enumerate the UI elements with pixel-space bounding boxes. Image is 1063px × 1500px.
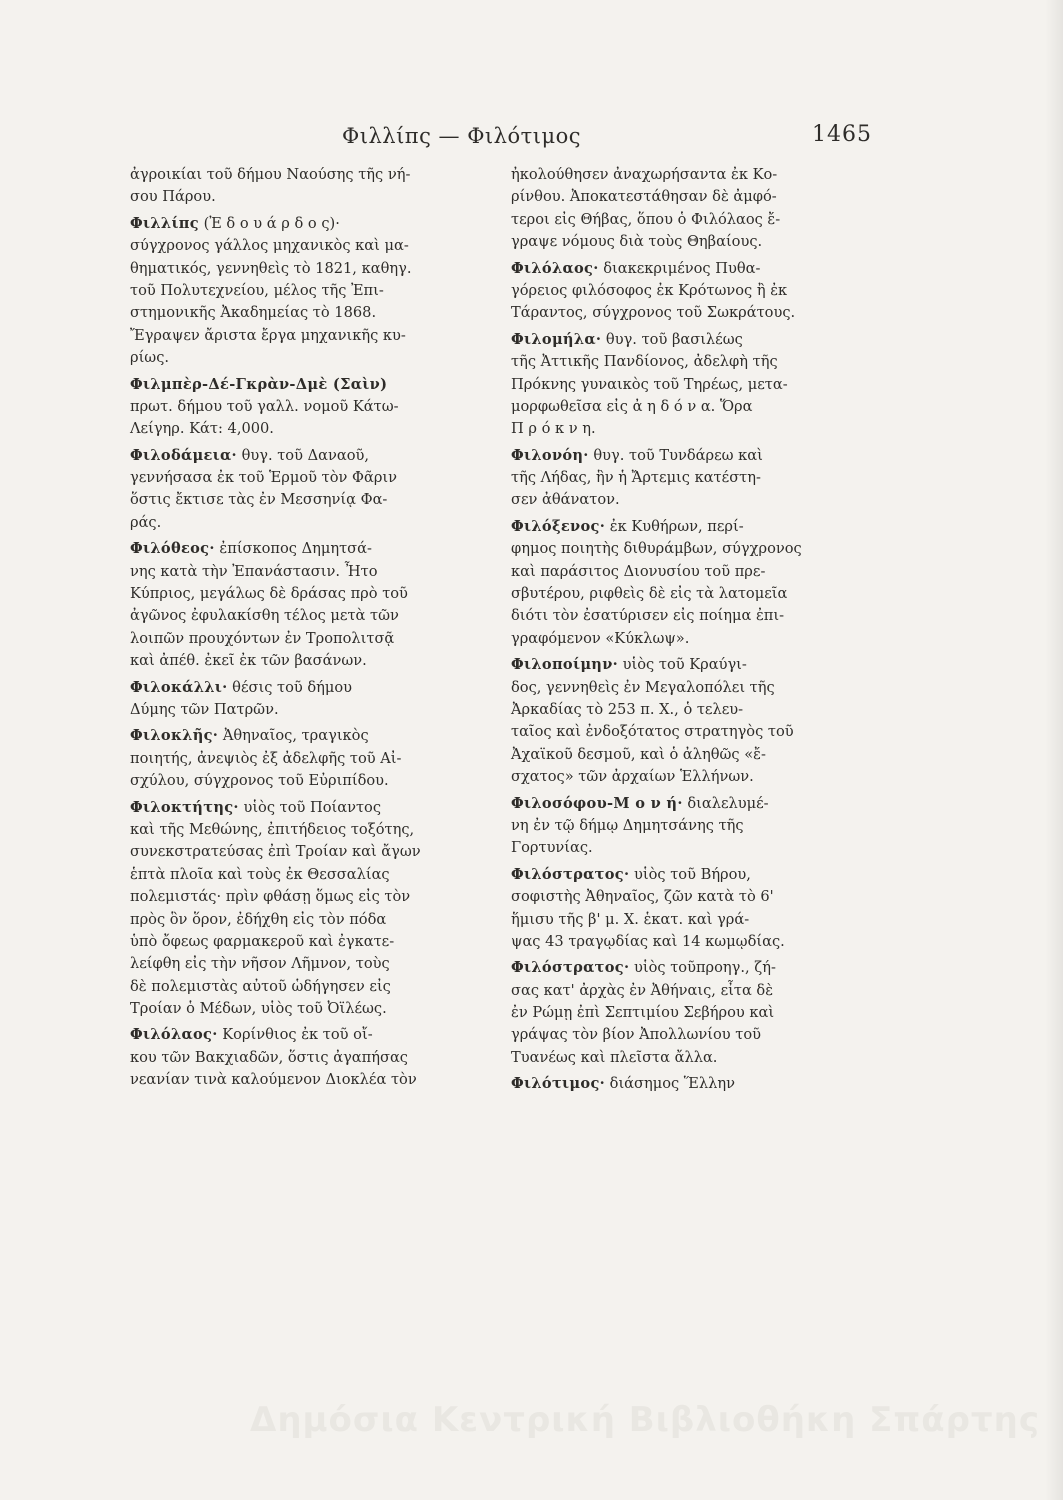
entry-text: ἀγῶνος ἐφυλακίσθη τέλος μετὰ τῶν (130, 607, 399, 625)
entry-line (130, 186, 485, 208)
entry-headword: Φιλλίπς (130, 214, 199, 232)
entry-text: γραφόμενον «Κύκλωψ». (511, 629, 690, 647)
entry-text: διαλελυμέ- (687, 794, 769, 812)
entry-text: Κύπριος, μεγάλως δὲ δράσας πρὸ τοῦ (130, 585, 408, 603)
entry-text: ἐκ Κυθήρων, περί- (609, 517, 744, 535)
entry-text: ἑπτὰ πλοῖα καὶ τοὺς ἐκ Θεσσαλίας (130, 865, 390, 883)
entry-line (130, 489, 485, 511)
entry-text: σεν ἀθάνατον. (511, 491, 620, 509)
entry-headword: Φιλμπὲρ-Δέ-Γκρὰν-Δμὲ (Σαὶν) (130, 375, 388, 393)
entry-line (511, 164, 873, 186)
entry-text: Δύμης τῶν Πατρῶν. (130, 700, 279, 718)
running-head: Φιλλίπς — Φιλότιμος (342, 124, 582, 148)
entry-text: ψας 43 τραγῳδίας καὶ 14 κωμῳδίας. (511, 932, 785, 950)
entry-text: ράς. (130, 513, 162, 531)
entry-text: Τάραντος, σύγχρονος τοῦ Σωκράτους. (511, 304, 796, 322)
entry-headword: Φιλόθεος· (130, 540, 215, 558)
dictionary-entry (511, 258, 873, 325)
entry-text: ρίως. (130, 349, 170, 367)
entry-text: νεανίαν τινὰ καλούμενον Διοκλέα τὸν (130, 1071, 417, 1089)
dictionary-entry (130, 374, 485, 441)
entry-text: συνεκστρατεύσας ἐπὶ Τροίαν καὶ ἄγων (130, 843, 421, 861)
entry-text: γόρειος φιλόσοφος ἐκ Κρότωνος ἢ ἐκ (511, 281, 788, 299)
entry-text: ἠκολούθησεν ἀναχωρήσαντα ἐκ Κο- (511, 166, 778, 183)
entry-text: Ἀρκαδίας τὸ 253 π. Χ., ὁ τελευ- (511, 700, 744, 718)
entry-text: πρωτ. δήμου τοῦ γαλλ. νομοῦ Κάτω- (130, 397, 399, 415)
dictionary-entry (130, 677, 485, 722)
entry-headword: Φιλοσόφου-Μ ο ν ή· (511, 794, 683, 812)
entry-headword: Φιλόστρατος· (511, 959, 630, 977)
entry-line (130, 258, 485, 280)
entry-line (511, 329, 873, 351)
entry-text: θυγ. τοῦ βασιλέως (605, 330, 743, 348)
entry-line (130, 467, 485, 489)
entry-line (511, 445, 873, 467)
entry-line (511, 374, 873, 396)
entry-line (130, 677, 485, 699)
entry-line (511, 1073, 873, 1095)
entry-text: τοῦ Πολυτεχνείου, μέλος τῆς Ἐπι- (130, 281, 384, 299)
entry-text: Πρόκνης γυναικὸς τοῦ Τηρέως, μετα- (511, 375, 788, 393)
entry-line (130, 538, 485, 560)
entry-headword: Φιλόλαος· (511, 259, 599, 277)
entry-line (511, 1024, 873, 1046)
entry-text: δος, γεννηθεὶς ἐν Μεγαλοπόλει τῆς (511, 678, 775, 696)
entry-line (511, 302, 873, 324)
entry-line (130, 583, 485, 605)
dictionary-entry (130, 538, 485, 672)
entry-line (130, 886, 485, 908)
entry-text: δὲ πολεμιστὰς αὐτοῦ ὡδήγησεν εἰς (130, 977, 391, 995)
entry-line (511, 628, 873, 650)
entry-text: σχύλου, σύγχρονος τοῦ Εὐριπίδου. (130, 772, 389, 790)
entry-line (130, 628, 485, 650)
entry-line (130, 445, 485, 467)
entry-text: Ἀχαϊκοῦ δεσμοῦ, καὶ ὁ ἀληθῶς «ἔ- (511, 745, 766, 763)
entry-line (130, 819, 485, 841)
entry-line (511, 418, 873, 440)
entry-headword: Φιλότιμος· (511, 1075, 606, 1093)
dictionary-entry (511, 329, 873, 441)
entry-line (130, 396, 485, 418)
entry-line (130, 605, 485, 627)
entry-headword: Φιλοκτήτης· (130, 798, 239, 816)
entry-text: Λείγηρ. Κάτ: 4,000. (130, 420, 274, 438)
entry-line (511, 744, 873, 766)
entry-line (511, 583, 873, 605)
entry-line (130, 748, 485, 770)
entry-text: διάσημος Ἕλλην (609, 1075, 736, 1093)
entry-line (130, 213, 485, 235)
entry-text: τῆς Λήδας, ἣν ἡ Ἄρτεμις κατέστη- (511, 469, 761, 487)
entry-text: τῆς Ἀττικῆς Πανδίονος, ἀδελφὴ τῆς (511, 353, 778, 371)
entry-headword: Φιλονόη· (511, 446, 589, 464)
entry-headword: Φιλομήλα· (511, 330, 602, 348)
entry-line (511, 467, 873, 489)
entry-text: σας κατ' ἀρχὰς ἐν Ἀθήναις, εἶτα δὲ (511, 981, 774, 999)
entry-text: ἀγροικίαι τοῦ δήμου Ναούσης τῆς νή- (130, 166, 411, 183)
entry-headword: Φιλόστρατος· (511, 865, 630, 883)
entry-line (511, 699, 873, 721)
entry-line (130, 512, 485, 534)
dictionary-entry (511, 654, 873, 788)
entry-text: γραψε νόμους διὰ τοὺς Θηβαίους. (511, 233, 763, 251)
entry-line (511, 258, 873, 280)
entry-text: λείφθη εἰς τὴν νῆσον Λῆμνον, τοὺς (130, 955, 390, 973)
entry-text: ὅστις ἔκτισε τὰς ἐν Μεσσηνίᾳ Φα- (130, 491, 388, 509)
entry-text: σοφιστὴς Ἀθηναῖος, ζῶν κατὰ τὸ 6' (511, 888, 774, 906)
dictionary-entry (511, 793, 873, 860)
entry-text: Κορίνθιος ἐκ τοῦ οἴ- (222, 1026, 373, 1044)
entry-line (511, 1002, 873, 1024)
entry-text: γράψας τὸν βίον Ἀπολλωνίου τοῦ (511, 1026, 762, 1044)
entry-text: φημος ποιητὴς διθυράμβων, σύγχρονος (511, 540, 802, 558)
entry-text: σου Πάρου. (130, 188, 216, 206)
entry-text: καὶ ἀπέθ. ἐκεῖ ἐκ τῶν βασάνων. (130, 652, 367, 670)
entry-text: Ἀθηναῖος, τραγικὸς (222, 727, 369, 745)
entry-line (511, 209, 873, 231)
entry-text: νης κατὰ τὴν Ἐπανάστασιν. Ἦτο (130, 562, 378, 580)
entry-text: διότι τὸν ἐσατύρισεν εἰς ποίημα ἐπι- (511, 607, 785, 625)
entry-line (130, 976, 485, 998)
dictionary-entry (130, 164, 485, 209)
entry-line (511, 957, 873, 979)
entry-line (511, 351, 873, 373)
entry-text: λοιπῶν προυχόντων ἐν Τροπολιτσᾷ (130, 629, 395, 647)
entry-text: ὑπὸ ὄφεως φαρμακεροῦ καὶ ἐγκατε- (130, 932, 395, 950)
dictionary-entry (511, 516, 873, 650)
entry-line (511, 677, 873, 699)
entry-line (511, 815, 873, 837)
entry-line (511, 516, 873, 538)
page-number: 1465 (812, 122, 872, 147)
dictionary-entry (511, 1073, 873, 1095)
entry-text: Τυανέως καὶ πλεῖστα ἄλλα. (511, 1048, 718, 1066)
entry-line (130, 770, 485, 792)
page-edge-shadow (1045, 0, 1063, 1500)
entry-text: σύγχρονος γάλλος μηχανικὸς καὶ μα- (130, 237, 409, 255)
entry-text: γεννήσασα ἐκ τοῦ Ἑρμοῦ τὸν Φᾶριν (130, 469, 398, 487)
entry-line (130, 998, 485, 1020)
entry-text: διακεκριμένος Πυθα- (603, 259, 761, 277)
entry-text: σβυτέρου, ριφθεὶς δὲ εἰς τὰ λατομεῖα (511, 585, 788, 603)
entry-line (511, 1047, 873, 1069)
entry-text: μορφωθεῖσα εἰς ἀ η δ ό ν α. Ὅρα (511, 397, 753, 415)
entry-line (130, 164, 485, 186)
entry-text: πρὸς ὃν ὅρον, ἐδήχθη εἰς τὸν πόδα (130, 910, 387, 928)
entry-headword: Φιλοποίμην· (511, 656, 619, 674)
entry-line (130, 325, 485, 347)
dictionary-entry (130, 213, 485, 370)
entry-text: τεροι εἰς Θήβας, ὅπου ὁ Φιλόλαος ἔ- (511, 210, 781, 228)
entry-line (130, 418, 485, 440)
entry-line (130, 909, 485, 931)
entry-line (511, 864, 873, 886)
entry-text: υἱὸς τοῦπροηγ., ζή- (634, 959, 776, 977)
entry-line (511, 766, 873, 788)
dictionary-entry (130, 797, 485, 1021)
entry-line (511, 793, 873, 815)
dictionary-entry (130, 1024, 485, 1091)
entry-line (130, 841, 485, 863)
left-column (130, 164, 485, 1092)
entry-text: νη ἐν τῷ δήμῳ Δημητσάνης τῆς (511, 816, 744, 834)
entry-text: καὶ παράσιτος Διονυσίου τοῦ πρε- (511, 562, 766, 580)
entry-text: θυγ. τοῦ Δαναοῦ, (241, 446, 370, 464)
entry-line (511, 886, 873, 908)
entry-line (511, 231, 873, 253)
entry-text: θέσις τοῦ δήμου (232, 678, 353, 696)
entry-text: Ἔγραψεν ἄριστα ἔργα μηχανικῆς κυ- (130, 326, 406, 344)
entry-text: καὶ τῆς Μεθώνης, ἐπιτήδειος τοξότης, (130, 820, 415, 838)
entry-headword: Φιλοκλῆς· (130, 727, 219, 745)
entry-line (511, 186, 873, 208)
entry-line (511, 280, 873, 302)
entry-line (511, 721, 873, 743)
entry-line (130, 280, 485, 302)
entry-line (511, 538, 873, 560)
library-watermark: Δημόσια Κεντρική Βιβλιοθήκη Σπάρτης (250, 1400, 1040, 1440)
entry-line (130, 561, 485, 583)
entry-text: κου τῶν Βακχιαδῶν, ὅστις ἀγαπήσας (130, 1048, 408, 1066)
entry-text: Π ρ ό κ ν η. (511, 420, 596, 438)
dictionary-entry (130, 445, 485, 535)
entry-line (511, 980, 873, 1002)
entry-line (130, 1069, 485, 1091)
entry-line (130, 650, 485, 672)
dictionary-entry (511, 445, 873, 512)
dictionary-entry (511, 164, 873, 254)
entry-text: Τροίαν ὁ Μέδων, υἱὸς τοῦ Ὀϊλέως. (130, 1000, 387, 1018)
entry-line (511, 396, 873, 418)
entry-line (511, 489, 873, 511)
entry-line (130, 1047, 485, 1069)
entry-line (130, 374, 485, 396)
entry-line (130, 797, 485, 819)
entry-text: ἐπίσκοπος Δημητσά- (219, 540, 372, 558)
entry-text: ἥμισυ τῆς β' μ. Χ. ἑκατ. καὶ γρά- (511, 910, 750, 928)
dictionary-entry (511, 864, 873, 954)
entry-headword: Φιλοκάλλι· (130, 678, 228, 696)
entry-line (130, 953, 485, 975)
entry-line (130, 864, 485, 886)
entry-line (130, 699, 485, 721)
entry-text: ποιητής, ἀνεψιὸς ἐξ ἀδελφῆς τοῦ Αἰ- (130, 749, 402, 767)
entry-text: θυγ. τοῦ Τυνδάρεω καὶ (593, 446, 763, 464)
entry-text: σχατος» τῶν ἀρχαίων Ἑλλήνων. (511, 768, 754, 786)
entry-headword: Φιλόξενος· (511, 517, 606, 535)
entry-text: υἱὸς τοῦ Κραύγι- (622, 656, 747, 674)
entry-text: Γορτυνίας. (511, 839, 593, 857)
entry-line (130, 347, 485, 369)
right-column (511, 164, 873, 1096)
page-header (0, 124, 1063, 164)
entry-line (130, 725, 485, 747)
entry-line (511, 605, 873, 627)
entry-headword: Φιλόλαος· (130, 1026, 218, 1044)
dictionary-entry (511, 957, 873, 1069)
dictionary-entry (130, 725, 485, 792)
entry-line (511, 654, 873, 676)
entry-line (511, 931, 873, 953)
entry-line (130, 931, 485, 953)
entry-text: ταῖος καὶ ἐνδοξότατος στρατηγὸς τοῦ (511, 723, 794, 741)
entry-line (511, 909, 873, 931)
entry-text: υἱὸς τοῦ Βήρου, (634, 865, 751, 883)
entry-line (130, 302, 485, 324)
entry-text: ἐν Ρώμῃ ἐπὶ Σεπτιμίου Σεβήρου καὶ (511, 1004, 775, 1022)
entry-line (130, 1024, 485, 1046)
entry-line (130, 235, 485, 257)
entry-text: πολεμιστάς· πρὶν φθάσῃ ὅμως εἰς τὸν (130, 888, 411, 906)
entry-text: στημονικῆς Ἀκαδημείας τὸ 1868. (130, 304, 377, 322)
entry-line (511, 837, 873, 859)
entry-text: θηματικός, γεννηθεὶς τὸ 1821, καθηγ. (130, 259, 412, 277)
entry-headword: Φιλοδάμεια· (130, 446, 237, 464)
entry-text: (Ἐ δ ο υ ά ρ δ ο ς)· (203, 214, 340, 232)
entry-line (511, 561, 873, 583)
entry-text: ρίνθου. Ἀποκατεστάθησαν δὲ ἀμφό- (511, 188, 777, 206)
entry-text: υἱὸς τοῦ Ποίαντος (243, 798, 382, 816)
